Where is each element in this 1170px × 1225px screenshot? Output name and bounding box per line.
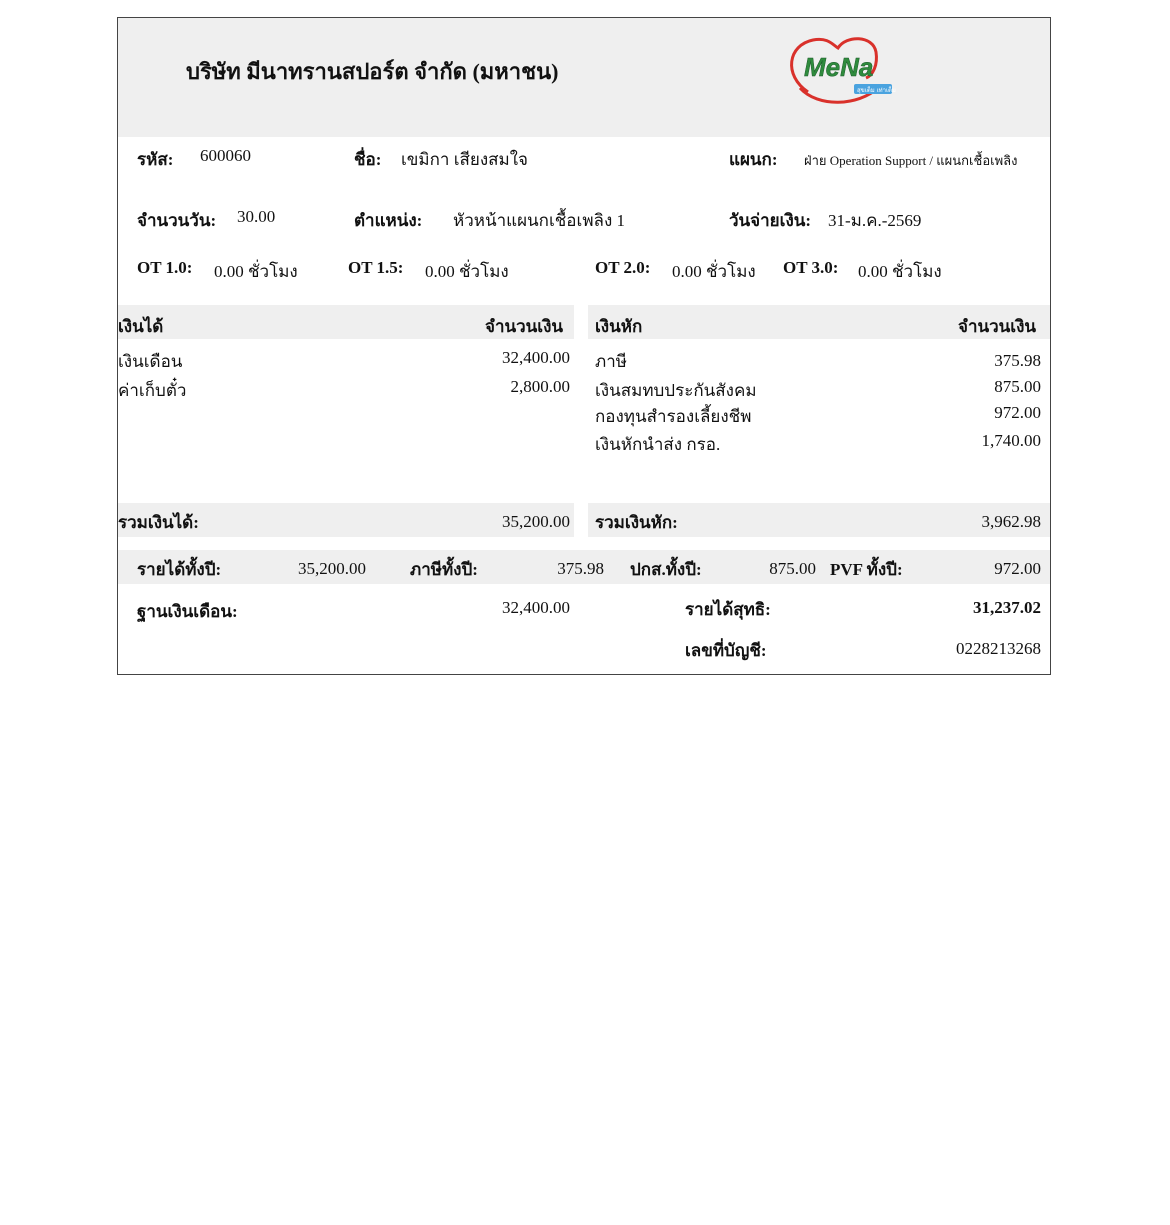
payslip-header — [118, 18, 1050, 137]
name-label: ชื่อ: — [354, 150, 382, 169]
ot-15-value: 0.00 ชั่วโมง — [425, 262, 509, 281]
employee-name: เขมิกา เสียงสมใจ — [401, 150, 529, 169]
ot-1-label: OT 1.0: — [137, 258, 193, 277]
income-amount-header: จำนวนเงิน — [485, 317, 564, 336]
deduction-item-name: ภาษี — [595, 352, 627, 371]
account-number: 0228213268 — [956, 639, 1041, 658]
net-income: 31,237.02 — [973, 598, 1041, 617]
deduction-total: 3,962.98 — [981, 512, 1041, 531]
employee-position: หัวหน้าแผนกเชื้อเพลิง 1 — [453, 211, 626, 230]
deduction-item-amount: 1,740.00 — [981, 431, 1041, 450]
logo-tagline: สุขเต็ม เท่าเต็ม — [857, 87, 896, 94]
deduction-total-label: รวมเงินหัก: — [595, 513, 678, 532]
deduction-item-name: เงินสมทบประกันสังคม — [595, 381, 757, 400]
ytd-tax-label: ภาษีทั้งปี: — [410, 560, 478, 579]
code-label: รหัส: — [137, 150, 174, 169]
position-label: ตำแหน่ง: — [354, 211, 423, 230]
income-item-amount: 32,400.00 — [502, 348, 570, 367]
income-item-name: ค่าเก็บตั๋ว — [118, 381, 187, 400]
ot-15-label: OT 1.5: — [348, 258, 404, 277]
pay-date: 31-ม.ค.-2569 — [828, 211, 922, 230]
deduction-amount-header: จำนวนเงิน — [958, 317, 1037, 336]
logo-text: MeNa — [804, 52, 874, 82]
employee-dept: ฝ่าย Operation Support / แผนกเชื้อเพลิง — [804, 153, 1018, 168]
income-header: เงินได้ — [118, 317, 164, 336]
base-salary: 32,400.00 — [502, 598, 570, 617]
deduction-header: เงินหัก — [595, 317, 643, 336]
ytd-pvf-label: PVF ทั้งปี: — [830, 560, 903, 579]
work-days: 30.00 — [237, 207, 276, 226]
account-label: เลขที่บัญชี: — [685, 641, 767, 660]
ytd-income-label: รายได้ทั้งปี: — [137, 560, 222, 579]
ytd-income: 35,200.00 — [298, 559, 366, 578]
ytd-tax: 375.98 — [557, 559, 604, 578]
ytd-sso: 875.00 — [769, 559, 816, 578]
ot-3-value: 0.00 ชั่วโมง — [858, 262, 942, 281]
employee-code: 600060 — [200, 146, 251, 165]
deduction-item-amount: 375.98 — [994, 351, 1041, 370]
income-total: 35,200.00 — [502, 512, 570, 531]
ot-2-label: OT 2.0: — [595, 258, 651, 277]
base-salary-label: ฐานเงินเดือน: — [137, 602, 238, 621]
days-label: จำนวนวัน: — [137, 211, 217, 230]
income-item-amount: 2,800.00 — [510, 377, 570, 396]
ytd-pvf: 972.00 — [994, 559, 1041, 578]
ot-2-value: 0.00 ชั่วโมง — [672, 262, 756, 281]
net-income-label: รายได้สุทธิ: — [685, 600, 771, 619]
dept-label: แผนก: — [729, 150, 778, 169]
income-total-label: รวมเงินได้: — [118, 513, 199, 532]
deduction-item-amount: 875.00 — [994, 377, 1041, 396]
mena-logo — [778, 30, 903, 115]
paydate-label: วันจ่ายเงิน: — [729, 211, 812, 230]
income-item-name: เงินเดือน — [118, 352, 183, 371]
ot-1-value: 0.00 ชั่วโมง — [214, 262, 298, 281]
deduction-item-amount: 972.00 — [994, 403, 1041, 422]
payslip — [117, 17, 1051, 675]
ytd-sso-label: ปกส.ทั้งปี: — [630, 560, 702, 579]
ot-3-label: OT 3.0: — [783, 258, 839, 277]
company-name: บริษัท มีนาทรานสปอร์ต จำกัด (มหาชน) — [186, 59, 559, 84]
deduction-item-name: เงินหักนำส่ง กรอ. — [595, 435, 721, 454]
deduction-item-name: กองทุนสำรองเลี้ยงชีพ — [595, 407, 752, 426]
